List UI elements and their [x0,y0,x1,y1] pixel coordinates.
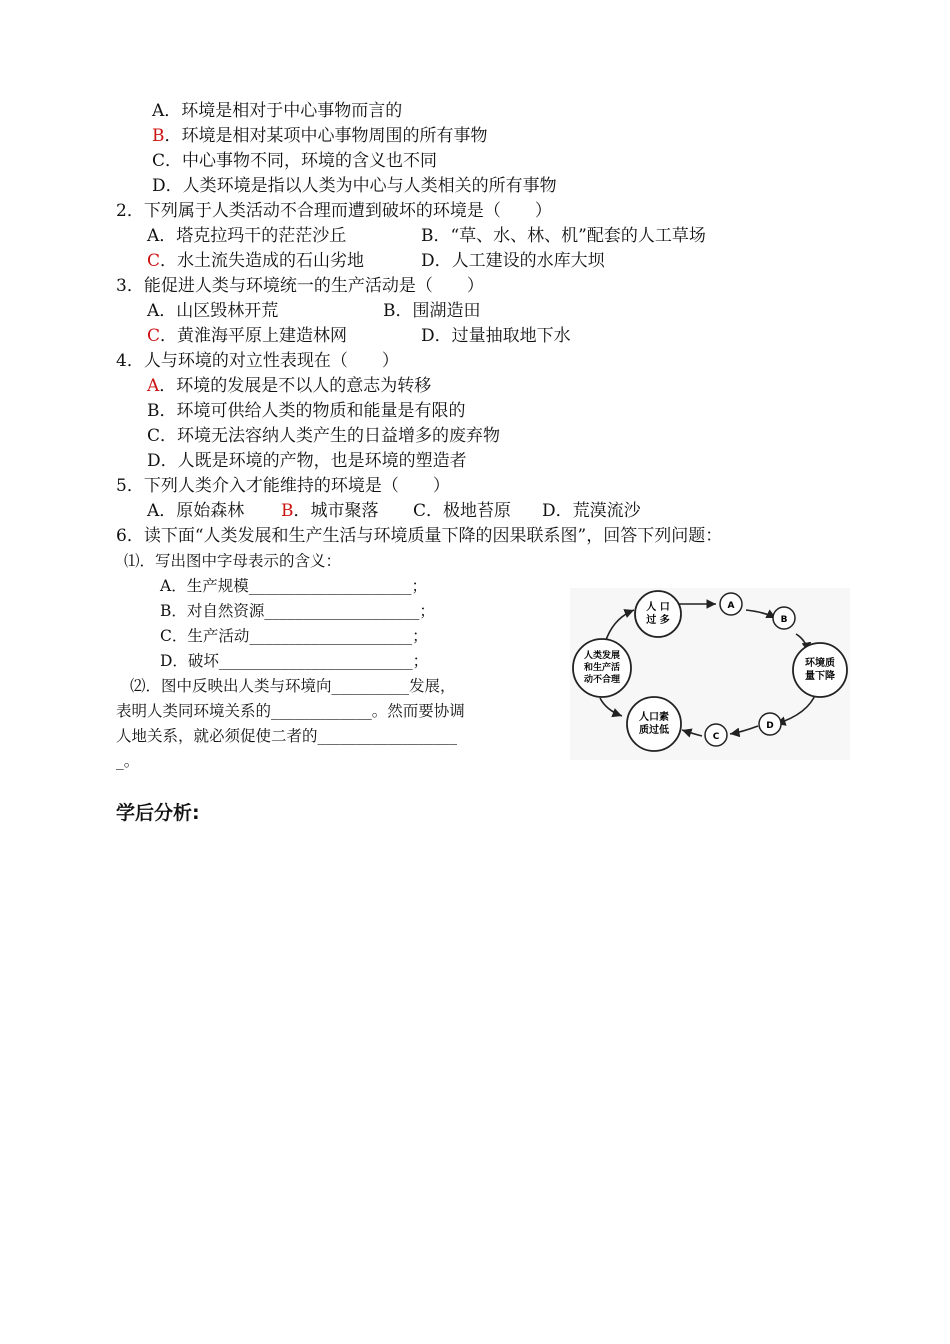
node-d [759,713,781,735]
q1-option-a: A．环境是相对于中心事物而言的 [152,101,403,121]
node-population [635,591,681,637]
q6-part2-line2: 表明人类同环境关系的_____________。然而要协调 [116,702,465,720]
q3-option-c [147,325,347,347]
q3-option-d: D．过量抽取地下水 [421,326,571,346]
answer-letter: C [147,326,161,346]
node-human-line3: 动不合理 [583,675,621,685]
answer-letter: C [147,251,161,271]
node-a [720,593,742,615]
section-heading: 学后分析: [116,802,200,824]
q4-option-a [147,375,431,397]
q2-option-a: A．塔克拉玛干的茫茫沙丘 [147,226,347,246]
node-population-quality [627,697,681,751]
q2-option-d: D．人工建设的水库大坝 [421,251,605,271]
node-quality-line2: 质过低 [639,725,669,736]
node-environment [793,643,847,697]
node-human-line1: 人类发展 [583,651,621,661]
q2-option-c [147,250,364,272]
q3-option-c-text: ．黄淮海平原上建造林网 [160,326,348,346]
node-b-label: B [780,615,788,625]
q5-option-c: C．极地苔原 [413,501,512,521]
q5-option-b [281,500,379,522]
q3-option-a: A．山区毁林开荒 [147,301,279,321]
node-population-line2: 过 多 [646,615,670,626]
node-b [773,607,795,629]
q6-part2-line4: _。 [116,752,140,770]
q2-option-b: B．“草、水、林、机”配套的人工草场 [421,226,706,246]
q6-part1-b: B．对自然资源____________________； [160,602,435,620]
node-human-line2: 和生产活 [583,663,621,673]
answer-letter: B [152,126,165,146]
q6-part1-a: A．生产规模_____________________； [160,577,427,595]
q4-option-a-text: ．环境的发展是不以人的意志为转移 [159,376,432,396]
q6-part2-line3: 人地关系，就必须促使二者的__________________ [116,727,458,745]
node-quality-line1: 人口素 [639,712,669,723]
node-env-line2: 量下降 [805,671,835,682]
q5-option-d: D．荒漠流沙 [542,501,641,521]
q3-option-b: B．围湖造田 [383,301,481,321]
node-population-line1: 人 口 [646,602,670,613]
q6-part1-d: D．破坏_________________________； [160,652,429,670]
q5-option-b-text: ．城市聚落 [293,501,379,521]
node-d-label: D [766,721,774,731]
q4-option-b: B．环境可供给人类的物质和能量是有限的 [147,401,466,421]
q5-option-a: A．原始森林 [147,501,245,521]
q6-part1-label: ⑴．写出图中字母表示的含义： [124,552,342,570]
q1-option-b [152,125,488,147]
answer-letter: A [147,376,160,396]
node-a-label: A [727,601,735,611]
q1-option-b-text: ．环境是相对某项中心事物周围的所有事物 [164,126,488,146]
q1-option-c: C．中心事物不同，环境的含义也不同 [152,151,438,171]
q6-stem: 6．读下面“人类发展和生产生活与环境质量下降的因果联系图”，回答下列问题： [116,526,723,546]
q5-stem: 5．下列人类介入才能维持的环境是（ ） [116,476,450,496]
node-human-activity [573,639,631,697]
node-c [705,724,727,746]
q4-option-c: C．环境无法容纳人类产生的日益增多的废弃物 [147,426,501,446]
q6-part1-c: C．生产活动_____________________； [160,627,428,645]
node-env-line1: 环境质 [805,658,835,669]
q3-stem: 3．能促进人类与环境统一的生产活动是（ ） [116,276,484,296]
answer-letter: B [281,501,294,521]
q2-stem: 2．下列属于人类活动不合理而遭到破坏的环境是（ ） [116,201,552,221]
node-c-label: C [712,732,720,742]
q4-stem: 4．人与环境的对立性表现在（ ） [116,351,399,371]
q6-part2-line1: ⑵．图中反映出人类与环境向__________发展， [130,677,456,695]
q1-option-d: D．人类环境是指以人类为中心与人类相关的所有事物 [152,176,557,196]
q4-option-d: D．人既是环境的产物，也是环境的塑造者 [147,451,467,471]
cause-effect-diagram [570,588,850,760]
q2-option-c-text: ．水土流失造成的石山劣地 [160,251,365,271]
